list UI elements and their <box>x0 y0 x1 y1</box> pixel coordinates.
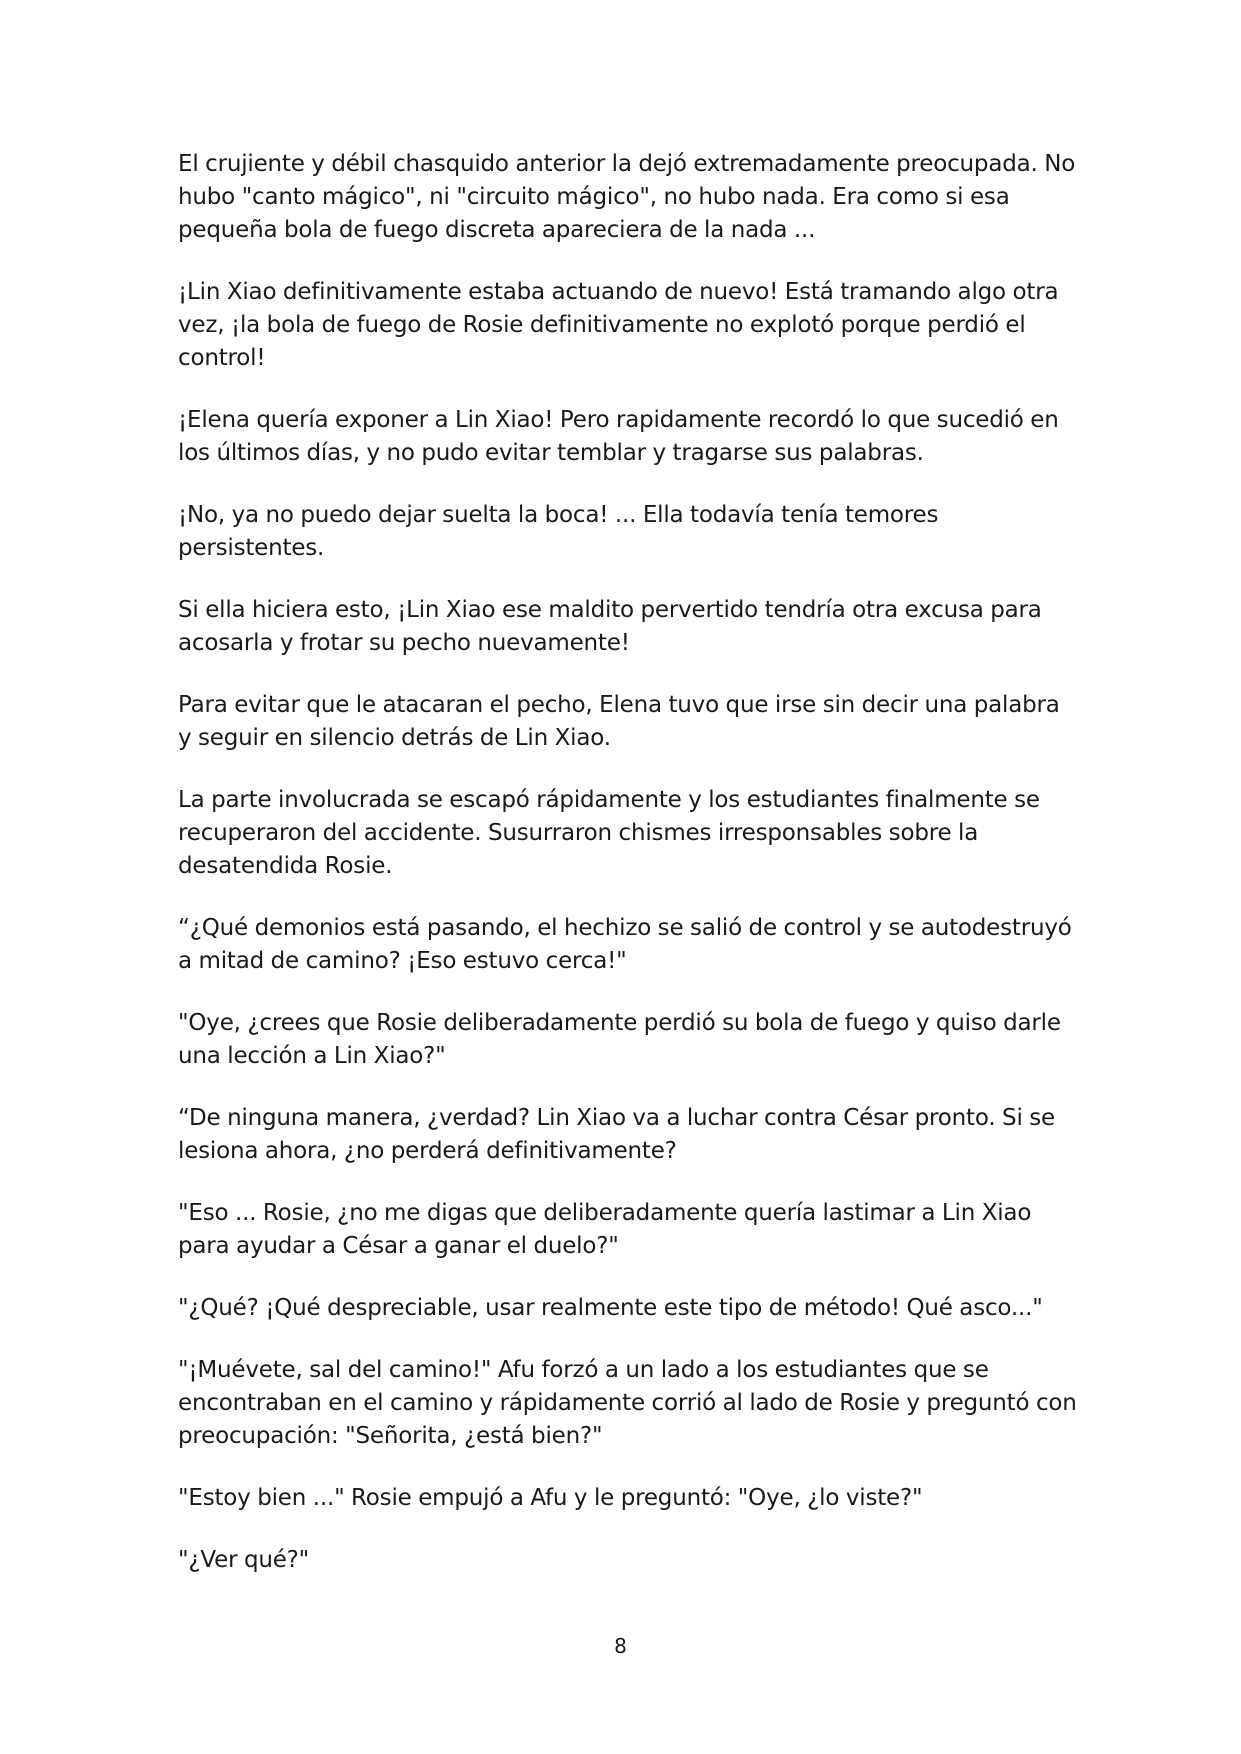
paragraph: “De ninguna manera, ¿verdad? Lin Xiao va a luchar contra César pronto. Si se lesiona ahora, ¿no perderá definitivamente? <box>178 1105 1055 1164</box>
paragraph: El crujiente y débil chasquido anterior la dejó extremadamente preocupada. No hubo "canto mágico", ni "circuito mágico", no hubo nada. Era como si esa pequeña bola de fuego discreta apareciera de la nada ... <box>178 151 1076 243</box>
paragraph: "Eso ... Rosie, ¿no me digas que deliberadamente quería lastimar a Lin Xiao para ayudar a César a ganar el duelo?" <box>178 1200 1032 1259</box>
paragraph: "Oye, ¿crees que Rosie deliberadamente perdió su bola de fuego y quiso darle una lección a Lin Xiao?" <box>178 1010 1061 1069</box>
body-text <box>178 148 1078 1606</box>
paragraph: ¡Elena quería exponer a Lin Xiao! Pero rapidamente recordó lo que sucedió en los últimos días, y no pudo evitar temblar y tragarse sus palabras. <box>178 407 1059 466</box>
page-number: 8 <box>614 1634 627 1658</box>
paragraph: ¡Lin Xiao definitivamente estaba actuando de nuevo! Está tramando algo otra vez, ¡la bola de fuego de Rosie definitivamente no explotó porque perdió el control! <box>178 279 1059 371</box>
paragraph: La parte involucrada se escapó rápidamente y los estudiantes finalmente se recuperaron del accidente. Susurraron chismes irresponsables sobre la desatendida Rosie. <box>178 787 1040 879</box>
paragraph: "Estoy bien ..." Rosie empujó a Afu y le preguntó: "Oye, ¿lo viste?" <box>178 1485 923 1511</box>
paragraph: "¿Ver qué?" <box>178 1547 310 1573</box>
paragraph: “¿Qué demonios está pasando, el hechizo se salió de control y se autodestruyó a mitad de camino? ¡Eso estuvo cerca!" <box>178 915 1072 974</box>
paragraph: Para evitar que le atacaran el pecho, Elena tuvo que irse sin decir una palabra y seguir en silencio detrás de Lin Xiao. <box>178 692 1060 751</box>
paragraph: "¡Muévete, sal del camino!" Afu forzó a un lado a los estudiantes que se encontraban en el camino y rápidamente corrió al lado de Rosie y preguntó con preocupación: "Señorita, ¿está bien?" <box>178 1357 1077 1449</box>
paragraph: "¿Qué? ¡Qué despreciable, usar realmente este tipo de método! Qué asco..." <box>178 1295 1043 1321</box>
paragraph: Si ella hiciera esto, ¡Lin Xiao ese maldito pervertido tendría otra excusa para acosarla y frotar su pecho nuevamente! <box>178 597 1042 656</box>
paragraph: ¡No, ya no puedo dejar suelta la boca! ... Ella todavía tenía temores persistentes. <box>178 502 939 561</box>
